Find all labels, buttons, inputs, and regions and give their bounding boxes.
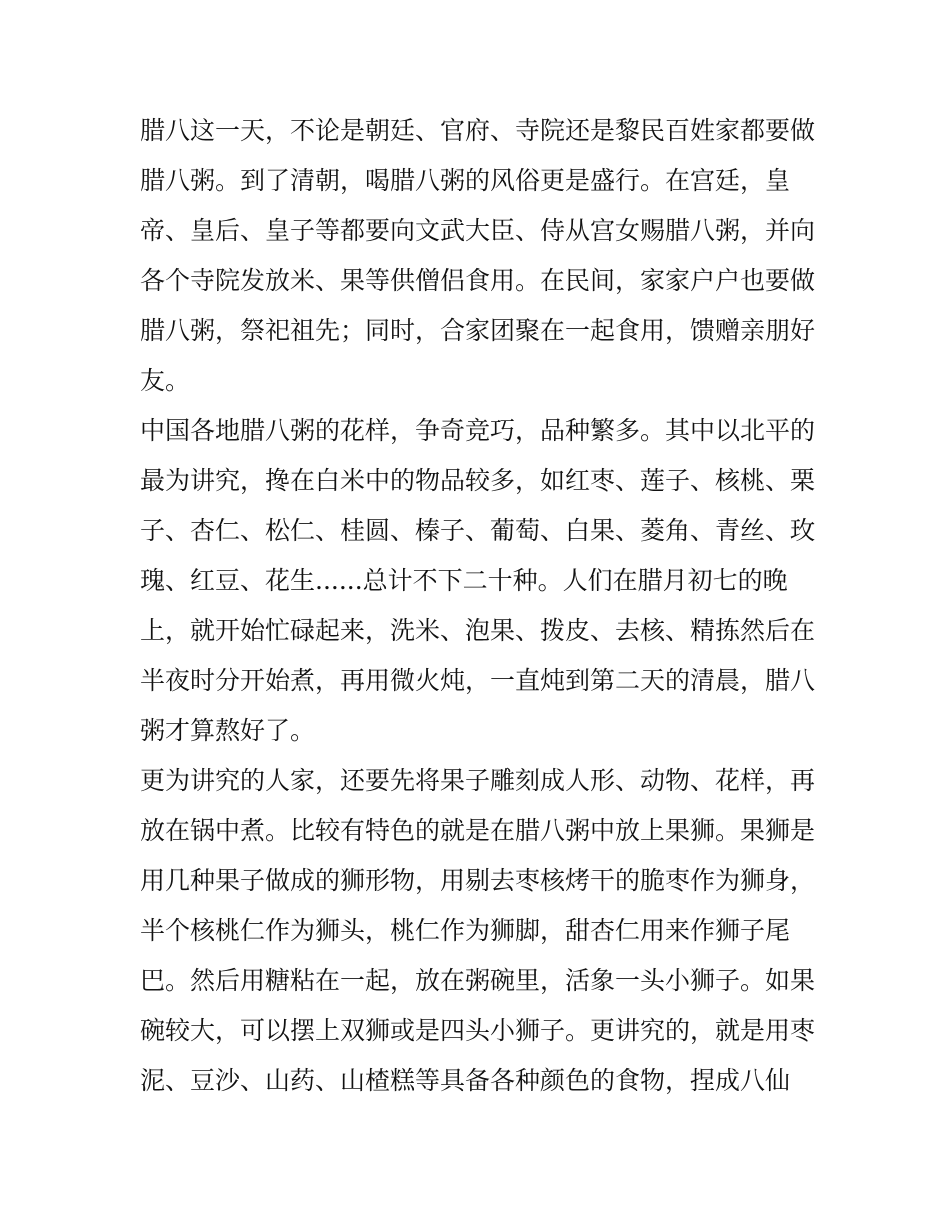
text-line: 腊八粥，祭祀祖先；同时，合家团聚在一起食用，馈赠亲朋好 [140, 316, 816, 345]
text-line: 半夜时分开始煮，再用微火炖，一直炖到第二天的清晨，腊八 [140, 666, 816, 695]
text-line: 子、杏仁、松仁、桂圆、榛子、葡萄、白果、菱角、青丝、玫 [140, 516, 816, 545]
text-line: 中国各地腊八粥的花样，争奇竞巧，品种繁多。其中以北平的 [140, 416, 816, 445]
text-line: 最为讲究，搀在白米中的物品较多，如红枣、莲子、核桃、栗 [140, 466, 816, 495]
text-line: 半个核桃仁作为狮头，桃仁作为狮脚，甜杏仁用来作狮子尾 [140, 916, 791, 945]
document-body [140, 106, 816, 1106]
text-line: 上，就开始忙碌起来，洗米、泡果、拨皮、去核、精拣然后在 [140, 616, 816, 645]
text-line: 瑰、红豆、花生......总计不下二十种。人们在腊月初七的晚 [140, 566, 788, 595]
paragraph-1 [140, 106, 816, 406]
text-line: 放在锅中煮。比较有特色的就是在腊八粥中放上果狮。果狮是 [140, 816, 816, 845]
text-line: 巴。然后用糖粘在一起，放在粥碗里，活象一头小狮子。如果 [140, 966, 816, 995]
text-line: 泥、豆沙、山药、山楂糕等具备各种颜色的食物，捏成八仙 [140, 1066, 791, 1095]
text-line: 帝、皇后、皇子等都要向文武大臣、侍从宫女赐腊八粥，并向 [140, 216, 816, 245]
text-line: 腊八这一天，不论是朝廷、官府、寺院还是黎民百姓家都要做 [140, 116, 816, 145]
text-line: 用几种果子做成的狮形物，用剔去枣核烤干的脆枣作为狮身， [140, 866, 816, 895]
text-line: 各个寺院发放米、果等供僧侣食用。在民间，家家户户也要做 [140, 266, 816, 295]
text-line: 粥才算熬好了。 [140, 716, 316, 745]
paragraph-2 [140, 406, 816, 756]
text-line: 腊八粥。到了清朝，喝腊八粥的风俗更是盛行。在宫廷，皇 [140, 166, 791, 195]
paragraph-3 [140, 756, 816, 1106]
text-line: 友。 [140, 366, 191, 395]
text-line: 更为讲究的人家，还要先将果子雕刻成人形、动物、花样，再 [140, 766, 816, 795]
text-line: 碗较大，可以摆上双狮或是四头小狮子。更讲究的，就是用枣 [140, 1016, 816, 1045]
